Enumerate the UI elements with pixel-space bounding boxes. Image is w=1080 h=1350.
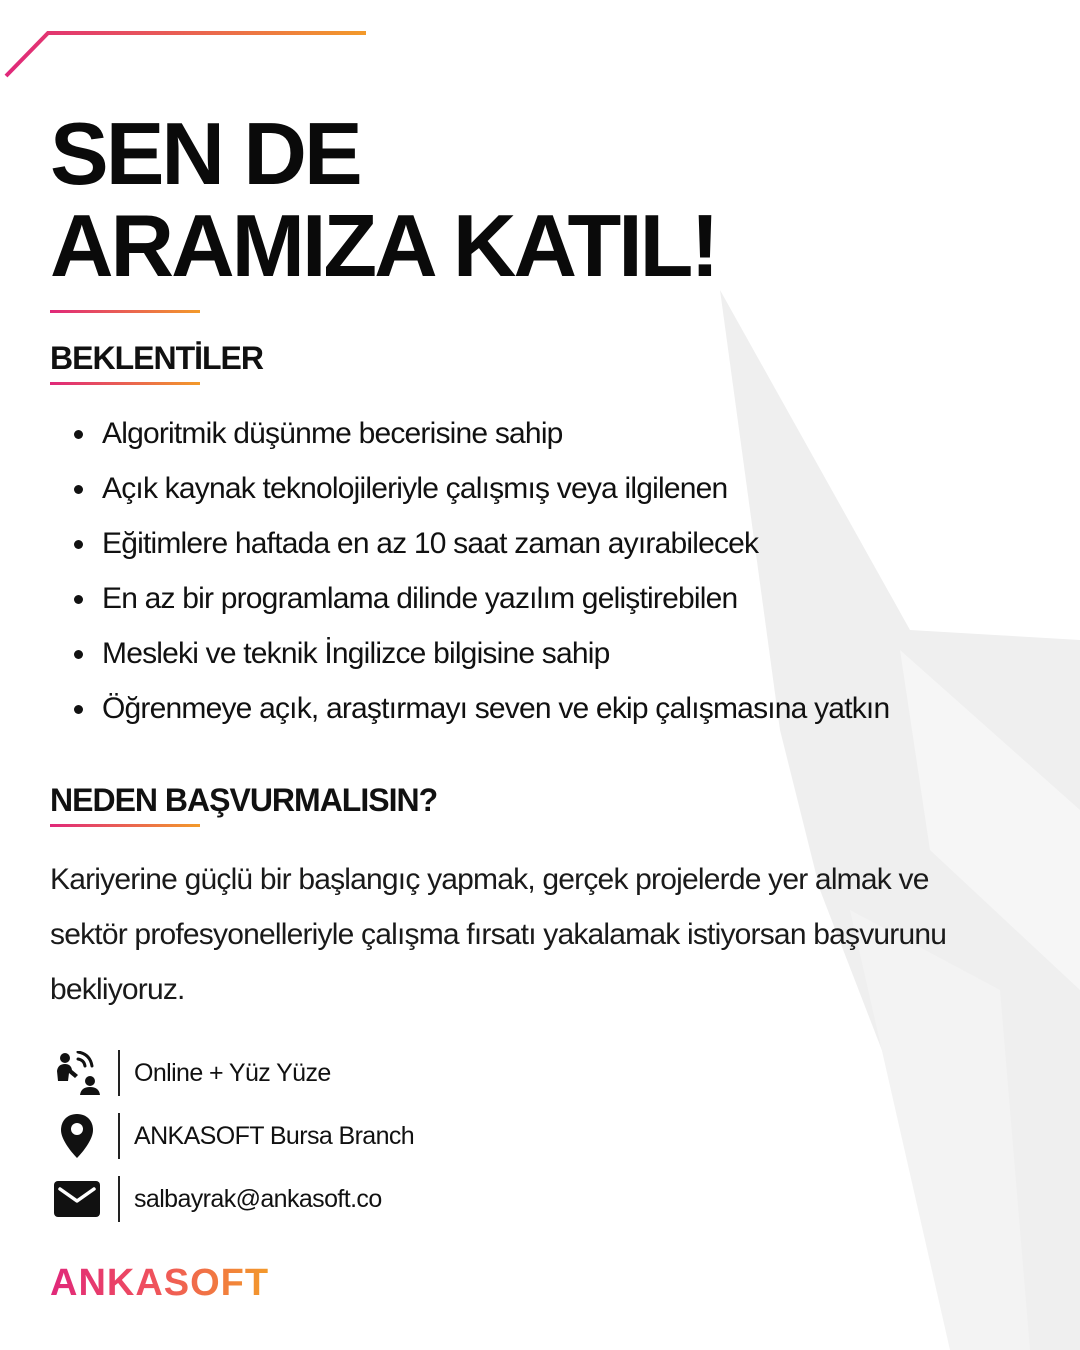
- page-title: [50, 104, 717, 295]
- why-heading-underline: [50, 824, 200, 827]
- contact-location: [52, 1112, 414, 1160]
- list-item: • En az bir programlama dilinde yazılım geliştirebilen: [98, 577, 889, 632]
- list-item: • Mesleki ve teknik İngilizce bilgisine sahip: [98, 632, 889, 687]
- contact-format: [52, 1049, 331, 1097]
- contact-location-text: ANKASOFT Bursa Branch: [134, 1121, 415, 1150]
- contact-email: [52, 1175, 382, 1223]
- location-pin-icon: [52, 1112, 102, 1160]
- meeting-icon: [52, 1049, 102, 1097]
- mail-icon: [52, 1175, 102, 1223]
- contact-format-text: Online + Yüz Yüze: [134, 1058, 331, 1087]
- title-line-2: ARAMIZA KATIL!: [50, 196, 717, 295]
- list-item: • Öğrenmeye açık, araştırmayı seven ve ekip çalışmasına yatkın: [98, 687, 889, 742]
- divider-bar: [50, 310, 200, 313]
- list-item: • Eğitimlere haftada en az 10 saat zaman ayırabilecek: [98, 522, 889, 577]
- why-heading: NEDEN BAŞVURMALISIN?: [50, 782, 438, 818]
- brand-logo: ANKASOFT: [50, 1262, 270, 1304]
- list-item: • Açık kaynak teknolojileriyle çalışmış veya ilgilenen: [98, 467, 889, 522]
- contact-separator: [118, 1113, 120, 1159]
- contact-separator: [118, 1050, 120, 1096]
- corner-accent-line: [0, 0, 380, 90]
- why-paragraph: Kariyerine güçlü bir başlangıç yapmak, gerçek projelerde yer almak ve sektör profesyonelleriyle çalışma fırsatı yakalamak istiyorsan başvurunu bekliyoruz.: [50, 863, 947, 1006]
- title-line-1: SEN DE: [50, 104, 360, 203]
- list-item: • Algoritmik düşünme becerisine sahip: [98, 412, 889, 467]
- requirements-list: [62, 412, 889, 742]
- requirements-heading: BEKLENTİLER: [50, 340, 263, 376]
- requirements-heading-underline: [50, 382, 200, 385]
- contact-separator: [118, 1176, 120, 1222]
- contact-email-link[interactable]: salbayrak@ankasoft.co: [134, 1184, 382, 1213]
